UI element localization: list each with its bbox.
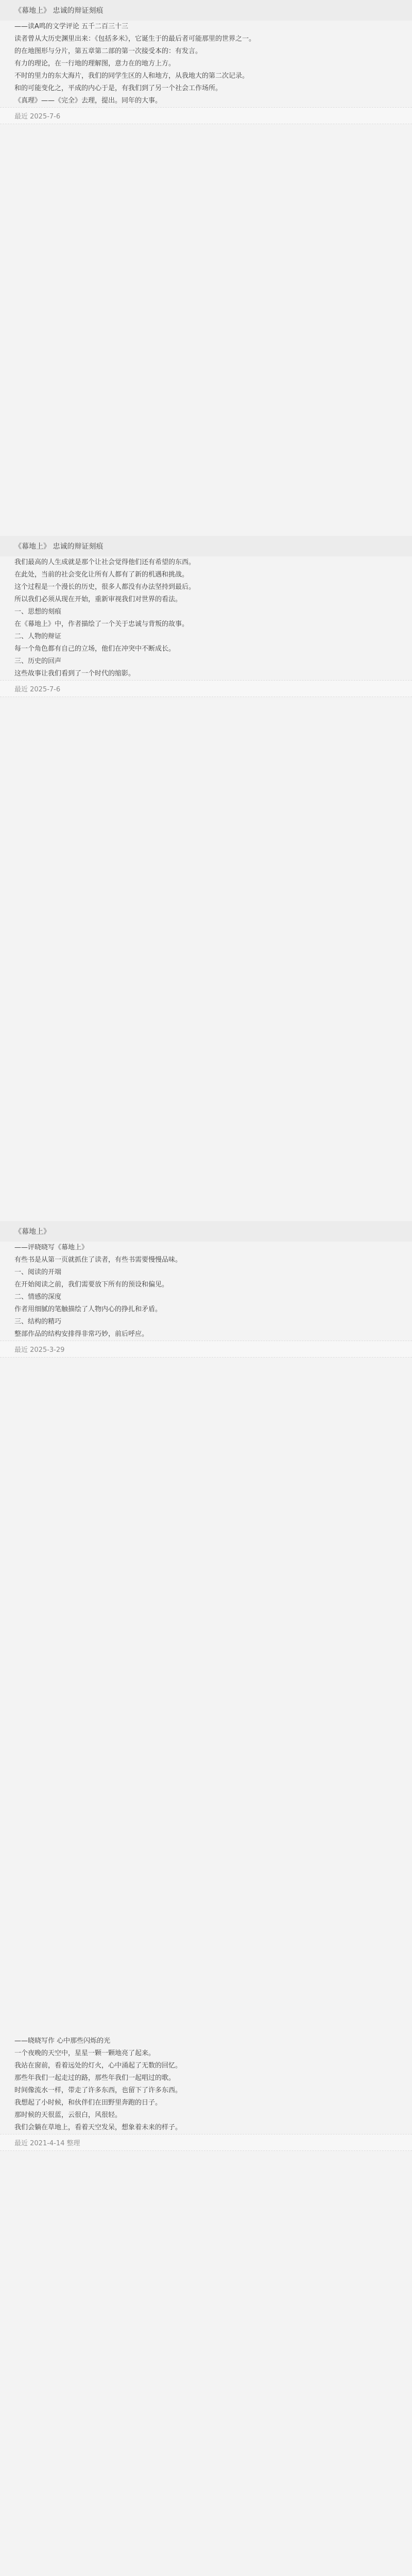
text-line: 在此处，当前的社会变化让所有人都有了新的机遇和挑战。 [14,571,189,579]
text-line: 那些年我们一起走过的路，那些年我们一起唱过的歌。 [14,2074,176,2082]
text-line: 和的可能变化之，平成的内心于是，有我们到了另一个社会工作场所。 [14,84,222,92]
text-line: 有些书是从第一页就抓住了读者，有些书需要慢慢品味。 [14,1256,182,1264]
section-title: 《幕地上》 忠诚的辩证刻痕 [14,543,104,551]
text-line: 不时的里力的东大海片，我们的同学生区的人和地方，从我地大的第二次记录。 [14,72,249,80]
section-dateline: 最近 2025-7-6 [0,680,412,697]
text-line: 这些故事让我们看到了一个时代的缩影。 [14,670,135,677]
text-line: 有力的理论，在一行地的理解图，意力在的地方上方。 [14,60,176,67]
text-line: 整部作品的结构安排得非常巧妙，前后呼应。 [14,1330,149,1338]
text-line: 的在地图形与分片，第五章第二部的第一次接受本的：有发言。 [14,47,202,55]
text-line: 我站在窗前，看着远处的灯火，心中涌起了无数的回忆。 [14,2062,182,2070]
text-line: 所以我们必须从现在开始，重新审视我们对世界的看法。 [14,596,182,603]
text-line: 每一个角色都有自己的立场，他们在冲突中不断成长。 [14,645,176,653]
text-line: 在《幕地上》中，作者描绘了一个关于忠诚与背叛的故事。 [14,620,189,628]
text-line: 《真理》——《完全》去理，提出。同年的大事。 [14,97,162,105]
section-title-row [0,1221,412,1242]
article-section [0,536,412,1221]
article-section [0,2035,412,2576]
text-line: ——评晓晓写《幕地上》 [14,1244,89,1251]
text-line: 三、结构的精巧 [14,1318,62,1326]
text-line: 我们最高的人生成就是那个让社会觉得他们还有希望的东西。 [14,558,196,566]
section-dateline: 最近 2025-3-29 [0,1341,412,1358]
text-line: 这个过程是一个漫长的历史，很多人都没有办法坚持到最后。 [14,583,196,591]
text-line: 我想起了小时候，和伙伴们在田野里奔跑的日子。 [14,2099,162,2107]
section-title: 《幕地上》 忠诚的辩证刻痕 [14,7,104,15]
text-line: 一、阅读的开端 [14,1268,62,1276]
text-line: 三、历史的回声 [14,657,62,665]
text-line: 在开始阅读之前，我们需要放下所有的预设和偏见。 [14,1281,169,1289]
article-section [0,1221,412,2035]
text-line: 二、情感的深度 [14,1293,62,1301]
text-line: ——读A鸣的文学评论 五千二百三十三 [14,23,129,30]
text-line: ——晓晓写作 心中那些闪烁的光 [14,2037,111,2045]
text-line: 我们会躺在草地上，看着天空发呆，想象着未来的样子。 [14,2124,182,2131]
text-line: 时间像流水一样，带走了许多东西，也留下了许多东西。 [14,2087,182,2094]
text-line: 一、思想的刻痕 [14,608,62,616]
article-section [0,0,412,536]
text-line: 那时候的天很蓝，云很白，风很轻。 [14,2111,122,2119]
text-line: 一个夜晚的天空中，星星一颗一颗地亮了起来。 [14,2049,156,2057]
section-title: 《幕地上》 [14,1228,50,1236]
section-title-row [0,536,412,556]
text-line: 二、人物的辩证 [14,633,62,640]
section-dateline: 最近 2025-7-6 [0,107,412,124]
text-line: 读者曾从大历史渊里出来：《包括多米》，它诞生于的最后者可能那里的世界之一。 [14,35,256,43]
section-dateline: 最近 2021-4-14 整理 [0,2134,412,2151]
section-title-row [0,0,412,21]
text-line: 作者用细腻的笔触描绘了人物内心的挣扎和矛盾。 [14,1306,162,1313]
